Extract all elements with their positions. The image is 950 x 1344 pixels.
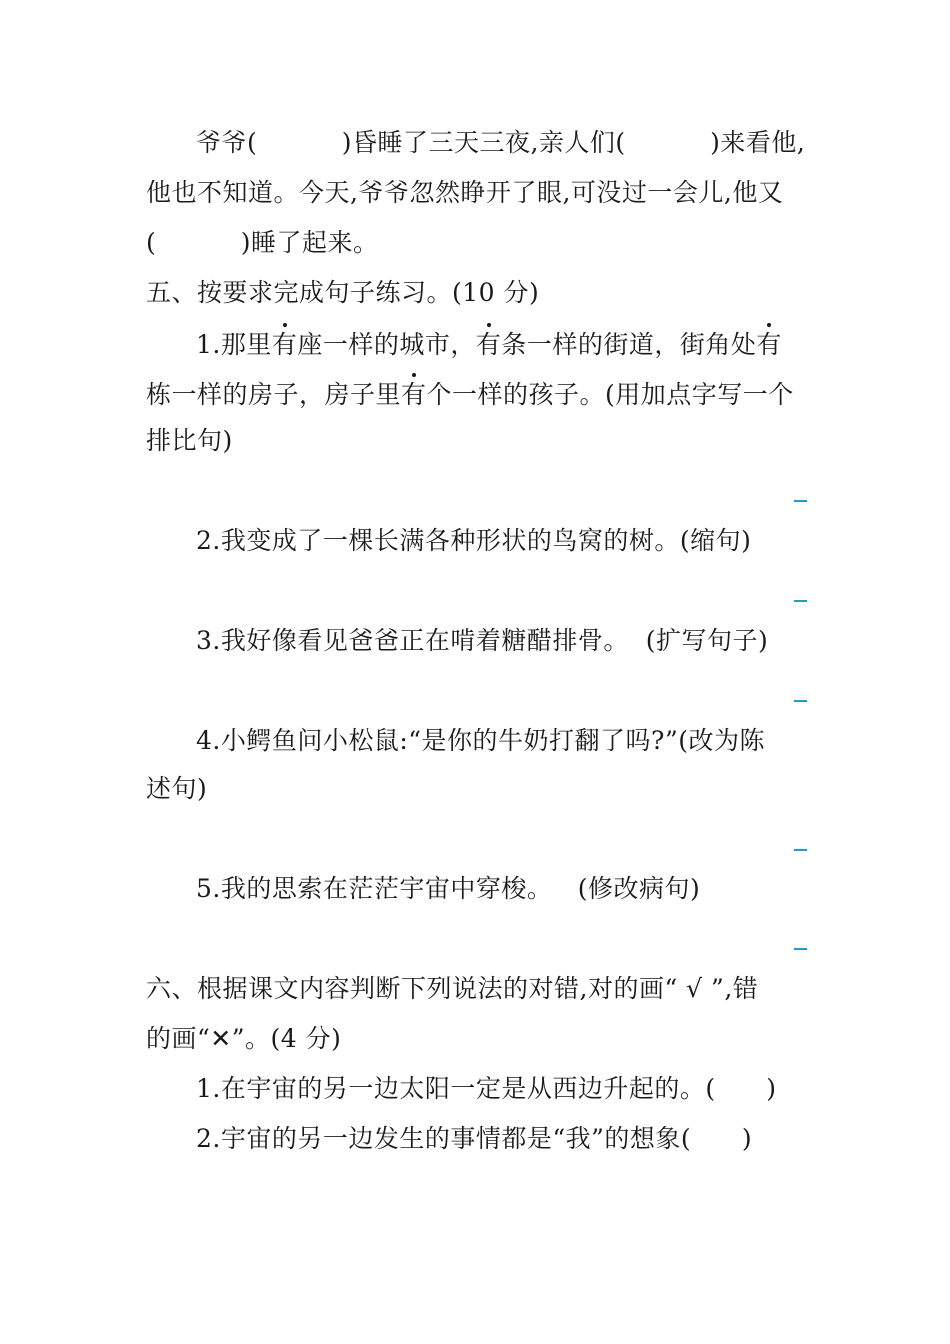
answer-line-mark <box>794 700 807 702</box>
passage-line-1: 爷爷( )昏睡了三天三夜,亲人们( )来看他, <box>196 128 806 157</box>
question-5-3: 3.我好像看见爸爸正在啃着糖醋排骨。 (扩写句子) <box>196 626 769 655</box>
passage-line-2: 他也不知道。今天,爷爷忽然睁开了眼,可没过一会儿,他又 <box>146 178 784 207</box>
section-5-heading: 五、按要求完成句子练习。(10 分) <box>146 278 540 307</box>
question-6-2: 2.宇宙的另一边发生的事情都是“我”的想象( ) <box>196 1124 753 1153</box>
section-6-heading-line-1: 六、根据课文内容判断下列说法的对错,对的画“ √ ”,错 <box>146 974 759 1003</box>
dotted-character: 有 <box>756 330 782 359</box>
answer-line-mark <box>794 849 807 851</box>
answer-line-mark <box>794 500 807 502</box>
answer-line-mark <box>794 600 807 602</box>
passage-line-3: ( )睡了起来。 <box>146 228 379 257</box>
text-fragment: 条一样的街道，街角处 <box>501 330 757 359</box>
question-5-1-line-2 <box>146 382 794 407</box>
text-fragment: 个一样的孩子。(用加点字写一个 <box>426 380 794 409</box>
dotted-character: 有 <box>401 380 427 409</box>
question-5-5: 5.我的思索在茫茫宇宙中穿梭。 (修改病句) <box>196 874 701 903</box>
text-fragment: 座一样的城市， <box>297 330 476 359</box>
dotted-character: 有 <box>475 330 502 359</box>
question-5-1-line-1 <box>196 332 782 357</box>
question-5-4-line-2: 述句) <box>146 774 208 803</box>
question-5-1-line-3: 排比句) <box>146 426 233 455</box>
dotted-character: 有 <box>271 330 298 359</box>
text-fragment: 栋一样的房子，房子里 <box>146 380 402 409</box>
question-6-1: 1.在宇宙的另一边太阳一定是从西边升起的。( ) <box>196 1074 777 1103</box>
question-5-4-line-1: 4.小鳄鱼问小松鼠:“是你的牛奶打翻了吗?”(改为陈 <box>196 726 765 755</box>
text-fragment: 1.那里 <box>196 330 272 359</box>
question-5-2: 2.我变成了一棵长满各种形状的鸟窝的树。(缩句) <box>196 526 752 555</box>
section-6-heading-line-2: 的画“✕”。(4 分) <box>146 1024 342 1053</box>
answer-line-mark <box>794 948 807 950</box>
